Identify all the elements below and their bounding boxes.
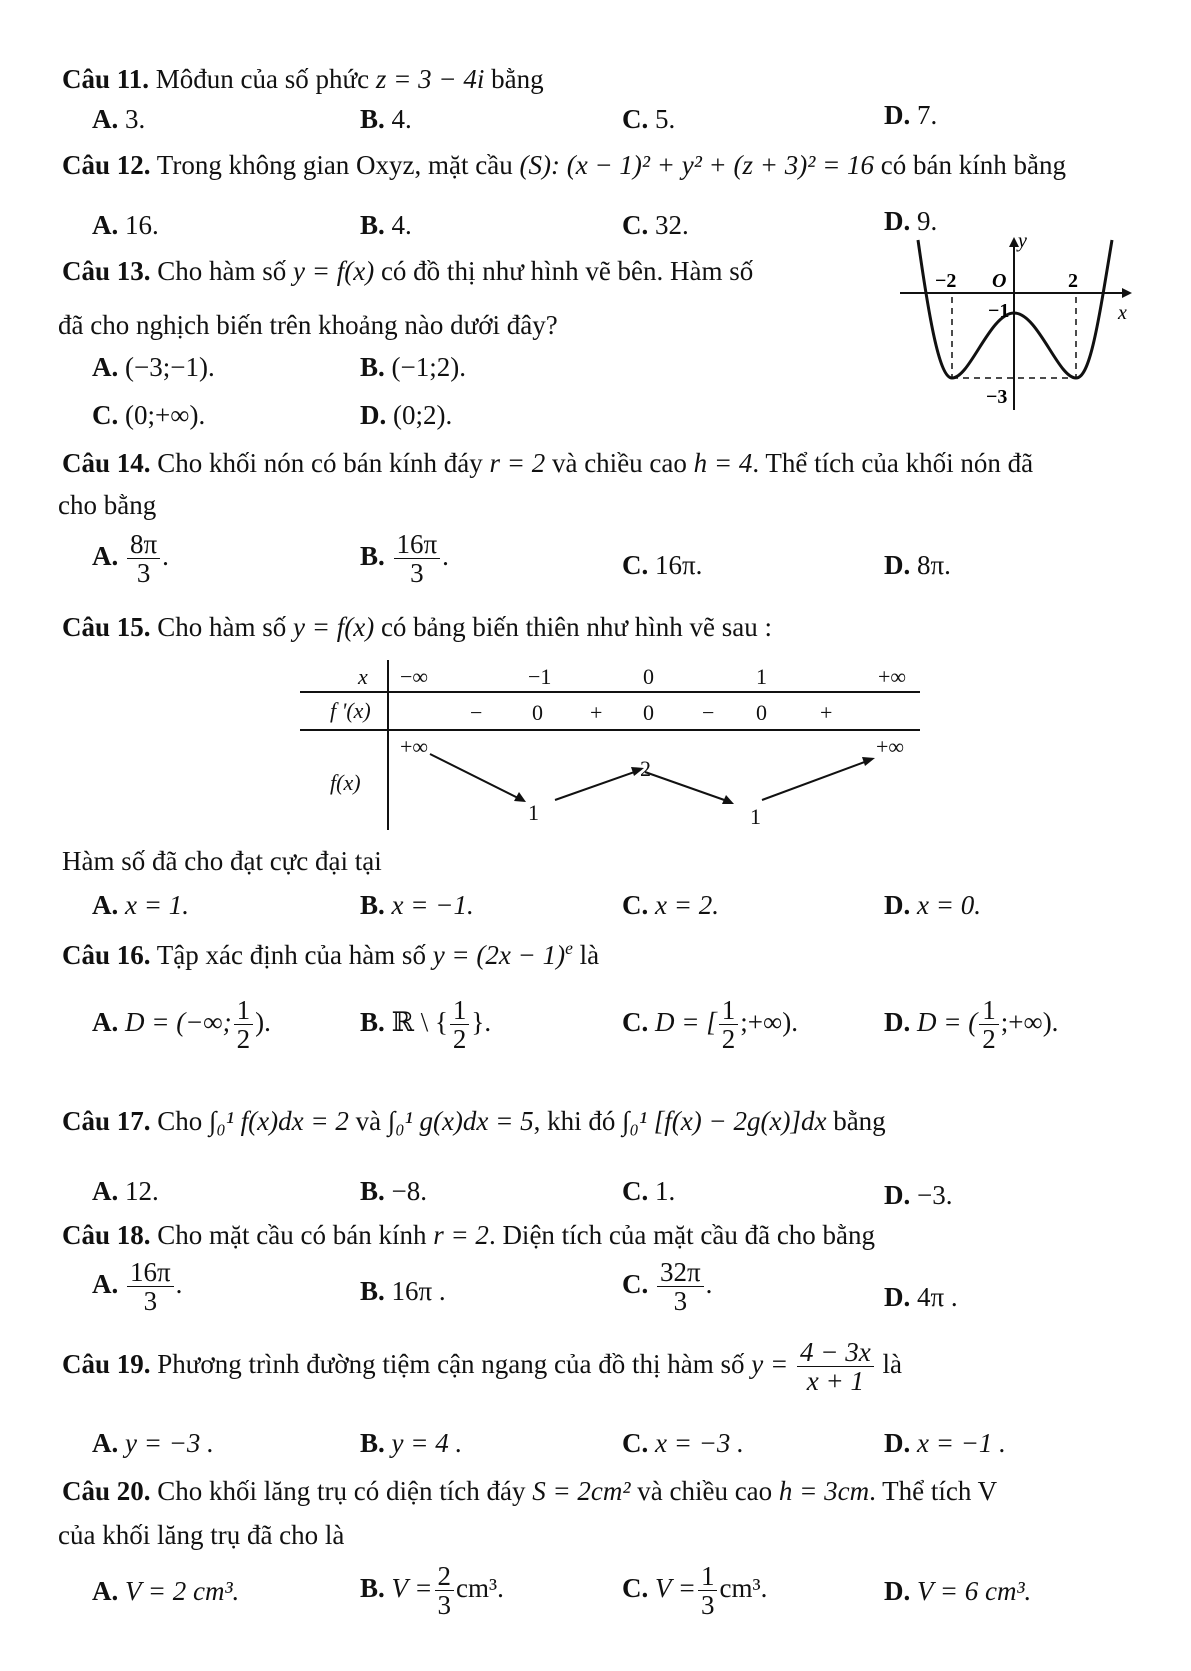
denominator: 3: [673, 1286, 688, 1317]
q13-option-c[interactable]: [92, 400, 205, 431]
q15-option-b[interactable]: [360, 890, 474, 921]
q11-text: Môđun của số phức: [155, 64, 370, 94]
q18-text-2: . Diện tích của mặt cầu đã cho bằng: [488, 1220, 876, 1250]
option-value: (0;+∞).: [125, 400, 206, 430]
q11-tail: bằng: [491, 64, 544, 94]
q11-option-b[interactable]: [360, 104, 412, 135]
option-key: B.: [360, 1428, 385, 1458]
q18-r: r = 2: [433, 1220, 489, 1250]
option-value: −8.: [391, 1176, 427, 1206]
f-value: 1: [750, 804, 761, 829]
denominator: 2: [452, 1024, 467, 1055]
f-value: 1: [528, 800, 539, 825]
sign-cell: −: [470, 700, 483, 725]
option-value: 4.: [391, 104, 412, 134]
numerator: 16π: [127, 1258, 174, 1287]
option-expr: D = [: [655, 1007, 717, 1038]
x-axis-label: x: [1118, 302, 1127, 324]
numerator: 8π: [127, 530, 160, 559]
q14-label: Câu 14.: [62, 448, 151, 478]
option-key: A.: [92, 541, 119, 572]
option-value: 5.: [655, 104, 676, 134]
option-value: 8π.: [917, 550, 951, 580]
arrow-up-2-icon: [862, 757, 875, 766]
option-key: D.: [884, 1007, 911, 1038]
option-key: C.: [92, 400, 119, 430]
q19-option-d[interactable]: [884, 1428, 1006, 1459]
q15-label: Câu 15.: [62, 612, 151, 642]
f-value: 2: [640, 756, 651, 781]
q13-label: Câu 13.: [62, 256, 151, 286]
option-key: C.: [622, 550, 649, 580]
q11-option-d[interactable]: [884, 100, 937, 131]
f-value: +∞: [876, 734, 905, 759]
x-value: 0: [643, 664, 654, 689]
q11-expr: z = 3 − 4i: [375, 64, 485, 94]
q13-stem: [62, 256, 753, 287]
q17-integral-3: ∫₀¹ [f(x) − 2g(x)]dx: [622, 1106, 827, 1136]
option-key: A.: [92, 1176, 119, 1206]
q18-stem: [62, 1220, 875, 1251]
option-key: A.: [92, 104, 119, 134]
option-key: C.: [622, 890, 649, 920]
q17-tail: bằng: [833, 1106, 886, 1136]
q20-h: h = 3cm: [778, 1476, 870, 1506]
option-expr: ;+∞).: [1000, 1007, 1059, 1038]
option-key: A.: [92, 890, 119, 920]
option-key: A.: [92, 1576, 119, 1606]
option-key: B.: [360, 1573, 385, 1604]
q19-stem: [62, 1338, 902, 1396]
q16-text: Tập xác định của hàm số: [156, 940, 426, 970]
q18-option-a[interactable]: A. $\frac{16\pi}{3}$ .: [92, 1257, 183, 1317]
q11-option-c[interactable]: [622, 104, 675, 135]
sign-cell: 0: [532, 700, 543, 725]
option-key: D.: [884, 1576, 911, 1606]
option-value: 3.: [125, 104, 146, 134]
numerator: 32π: [657, 1258, 704, 1287]
numerator: 16π: [394, 530, 441, 559]
q19-option-a[interactable]: [92, 1428, 214, 1459]
q16-tail: là: [579, 940, 600, 970]
option-value: V = 2 cm³.: [125, 1576, 240, 1606]
x-row-label: x: [358, 664, 368, 689]
option-key: A.: [92, 1007, 119, 1038]
denominator: 3: [143, 1286, 158, 1317]
q16-exponent: e: [565, 938, 573, 958]
option-value: 4π .: [917, 1282, 958, 1312]
option-key: D.: [884, 890, 911, 920]
option-key: D.: [884, 1282, 911, 1312]
option-value: 16π.: [655, 550, 703, 580]
q17-text: Cho: [157, 1106, 203, 1136]
f-value: +∞: [400, 734, 429, 759]
fraction: [698, 1562, 718, 1620]
sign-cell: +: [590, 700, 603, 725]
denominator: 2: [982, 1024, 996, 1055]
q14-option-d[interactable]: [884, 550, 951, 581]
option-expr: D = (−∞;: [125, 1007, 232, 1038]
q16-option-a[interactable]: [92, 996, 271, 1054]
denominator: 3: [437, 1590, 451, 1621]
option-expr: cm³.: [719, 1573, 768, 1604]
option-key: D.: [884, 206, 911, 236]
option-value: 7.: [917, 100, 938, 130]
fraction: [979, 996, 999, 1054]
option-key: D.: [884, 100, 911, 130]
option-expr: cm³.: [456, 1573, 504, 1604]
y-axis-label: y: [1018, 235, 1027, 252]
q16-stem: [62, 938, 599, 971]
q19-text: Phương trình đường tiệm cận ngang của đồ thị hàm số: [157, 1349, 745, 1380]
q13-stem-line-2: đã cho nghịch biến trên khoảng nào dưới đây?: [58, 310, 558, 340]
fraction: [657, 1258, 704, 1316]
fraction: [127, 1258, 174, 1316]
fraction: [234, 996, 254, 1054]
x-value: −1: [528, 664, 552, 689]
q12-stem: [62, 150, 1066, 181]
fraction: [719, 996, 739, 1054]
option-value: x = −1 .: [917, 1428, 1006, 1458]
q19-lhs: y =: [751, 1349, 789, 1380]
q20-text-3: . Thể tích V: [869, 1476, 998, 1506]
q17-label: Câu 17.: [62, 1106, 151, 1136]
fraction: [450, 996, 470, 1054]
numerator: 1: [719, 996, 739, 1025]
q16-option-d[interactable]: [884, 996, 1058, 1054]
q12-label: Câu 12.: [62, 150, 151, 180]
q19-option-b[interactable]: [360, 1428, 462, 1459]
q12-expr: (S): (x − 1)² + y² + (z + 3)² = 16: [519, 150, 875, 180]
option-key: C.: [622, 1007, 649, 1038]
q17-text-2: , khi đó: [533, 1106, 616, 1136]
variation-table-lines: [300, 660, 920, 830]
numerator: 1: [234, 996, 254, 1025]
denominator: 3: [410, 558, 424, 589]
q14-text: Cho khối nón có bán kính đáy: [157, 448, 483, 478]
option-key: B.: [360, 1276, 385, 1306]
option-expr: D = (: [917, 1007, 978, 1038]
option-key: C.: [622, 1428, 649, 1458]
option-key: D.: [884, 550, 911, 580]
numerator: 1: [979, 996, 999, 1025]
denominator: x + 1: [806, 1366, 864, 1397]
q16-label: Câu 16.: [62, 940, 151, 970]
tick-neg3: −3: [986, 386, 1008, 408]
tick-neg2: −2: [935, 270, 957, 292]
q13-expr: y = f(x): [293, 256, 375, 286]
q16-expr: y = (2x − 1): [432, 940, 566, 970]
q17-and: và: [355, 1106, 382, 1136]
option-key: A.: [92, 210, 119, 240]
q19-tail: là: [882, 1349, 902, 1380]
q12-option-c[interactable]: [622, 210, 689, 241]
q18-label: Câu 18.: [62, 1220, 151, 1250]
option-key: A.: [92, 1269, 119, 1300]
sign-cell: 0: [756, 700, 767, 725]
sign-cell: +: [820, 700, 833, 725]
option-key: C.: [622, 1176, 649, 1206]
q15-text: Cho hàm số: [157, 612, 287, 642]
numerator: 2: [435, 1562, 455, 1591]
option-key: B.: [360, 352, 385, 382]
option-value: y = −3 .: [125, 1428, 214, 1458]
q12-option-a[interactable]: [92, 210, 159, 241]
numerator: 1: [450, 996, 470, 1025]
option-key: C.: [622, 210, 649, 240]
q11-option-a[interactable]: [92, 104, 145, 135]
option-value: 32.: [655, 210, 689, 240]
option-expr: }.: [471, 1007, 492, 1038]
option-key: C.: [622, 104, 649, 134]
option-key: D.: [884, 1180, 911, 1210]
denominator: 3: [136, 558, 151, 589]
q14-h: h = 4: [693, 448, 753, 478]
q13-text-2: có đồ thị như hình vẽ bên. Hàm số: [380, 256, 754, 286]
arrow-up-2: [762, 760, 870, 800]
function-row-label: f(x): [330, 770, 361, 795]
q17-integral-1: ∫₀¹ f(x)dx = 2: [209, 1106, 349, 1136]
option-key: D.: [884, 1428, 911, 1458]
q20-option-c[interactable]: [622, 1562, 767, 1620]
q20-stem-line-2: của khối lăng trụ đã cho là: [58, 1520, 345, 1550]
q20-stem: [62, 1476, 997, 1507]
q18-option-b[interactable]: [360, 1276, 446, 1307]
q15-option-c[interactable]: [622, 890, 719, 921]
q14-text-3: . Thể tích của khối nón đã: [752, 448, 1034, 478]
fraction: [127, 530, 160, 588]
option-key: D.: [360, 400, 387, 430]
fraction: [435, 1562, 455, 1620]
q15-option-a[interactable]: [92, 890, 189, 921]
x-value: −∞: [400, 664, 429, 689]
fraction: [394, 530, 441, 588]
q14-option-c[interactable]: [622, 550, 702, 581]
q20-option-b[interactable]: [360, 1562, 504, 1620]
q17-option-c[interactable]: [622, 1176, 675, 1207]
option-key: C.: [622, 1573, 649, 1604]
option-key: C.: [622, 1269, 649, 1300]
numerator: 4 − 3x: [797, 1338, 874, 1367]
q18-option-c[interactable]: C. $\frac{32\pi}{3}$ .: [622, 1257, 713, 1317]
q17-option-a[interactable]: [92, 1176, 159, 1207]
q16-option-c[interactable]: [622, 996, 798, 1054]
option-key: A.: [92, 352, 119, 382]
q16-option-b[interactable]: [360, 996, 491, 1054]
option-value: x = −1.: [391, 890, 474, 920]
q18-option-d[interactable]: [884, 1282, 958, 1313]
option-key: A.: [92, 1428, 119, 1458]
arrow-up-1: [555, 770, 640, 800]
option-value: (0;2).: [393, 400, 453, 430]
option-value: x = 0.: [917, 890, 981, 920]
sign-cell: −: [702, 700, 715, 725]
tick-2: 2: [1068, 270, 1078, 292]
q12-option-d[interactable]: [884, 206, 937, 237]
derivative-row-label: f '(x): [330, 698, 371, 723]
arrow-down-2: [645, 772, 730, 802]
q20-text-2: và chiều cao: [637, 1476, 773, 1506]
q17-stem: [62, 1106, 886, 1137]
q13-option-d[interactable]: [360, 400, 452, 431]
option-key: B.: [360, 1007, 385, 1038]
option-expr: V =: [391, 1573, 433, 1604]
q14-option-b[interactable]: B. $\frac{16\pi}{3}$ .: [360, 529, 449, 589]
denominator: 3: [700, 1590, 715, 1621]
option-key: B.: [360, 210, 385, 240]
option-expr: ;+∞).: [740, 1007, 798, 1038]
option-value: 9.: [917, 206, 938, 236]
x-value: 1: [756, 664, 767, 689]
q13-option-a[interactable]: [92, 352, 215, 383]
q20-text: Cho khối lăng trụ có diện tích đáy: [157, 1476, 526, 1506]
q17-option-b[interactable]: [360, 1176, 427, 1207]
option-key: B.: [360, 104, 385, 134]
q14-r: r = 2: [489, 448, 546, 478]
q18-text: Cho mặt cầu có bán kính: [157, 1220, 427, 1250]
option-expr: ℝ \ {: [391, 1007, 448, 1038]
option-value: x = 2.: [655, 890, 719, 920]
option-value: 1.: [655, 1176, 676, 1206]
option-expr: V =: [655, 1573, 696, 1604]
q11-stem: [62, 64, 544, 95]
tick-neg1: −1: [988, 300, 1010, 322]
q14-text-2: và chiều cao: [551, 448, 687, 478]
option-value: y = 4 .: [391, 1428, 463, 1458]
option-value: V = 6 cm³.: [917, 1576, 1032, 1606]
variation-table: [300, 660, 920, 830]
q13-text: Cho hàm số: [157, 256, 287, 286]
option-key: B.: [360, 541, 385, 572]
option-value: x = 1.: [125, 890, 189, 920]
option-value: −3.: [917, 1180, 953, 1210]
sign-cell: 0: [643, 700, 654, 725]
arrow-down-1: [430, 754, 522, 800]
q15-option-d[interactable]: [884, 890, 981, 921]
q13-option-b[interactable]: [360, 352, 466, 383]
option-value: 16π .: [391, 1276, 446, 1306]
q20-option-d[interactable]: [884, 1576, 1031, 1607]
q14-option-a[interactable]: A. $\frac{8\pi}{3}$ .: [92, 529, 169, 589]
q19-option-c[interactable]: [622, 1428, 744, 1459]
option-value: 12.: [125, 1176, 159, 1206]
option-value: x = −3 .: [655, 1428, 744, 1458]
q15-expr: y = f(x): [293, 612, 375, 642]
x-axis-arrow-icon: [1122, 288, 1132, 298]
option-value: (−1;2).: [391, 352, 466, 382]
q14-stem: [62, 448, 1033, 479]
q15-stem: [62, 612, 772, 643]
option-expr: ).: [255, 1007, 271, 1038]
option-value: 4.: [391, 210, 412, 240]
q17-integral-2: ∫₀¹ g(x)dx = 5: [387, 1106, 534, 1136]
q11-label: Câu 11.: [62, 64, 150, 94]
q14-stem-line-2: cho bằng: [58, 490, 157, 520]
option-key: B.: [360, 890, 385, 920]
q13-graph: [900, 235, 1140, 415]
numerator: 1: [698, 1562, 718, 1591]
q12-tail: có bán kính bằng: [880, 150, 1066, 180]
q12-option-b[interactable]: [360, 210, 412, 241]
q20-option-a[interactable]: [92, 1576, 239, 1607]
q15-text-2: có bảng biến thiên như hình vẽ sau :: [380, 612, 773, 642]
denominator: 2: [236, 1024, 251, 1055]
q20-S: S = 2cm²: [532, 1476, 631, 1506]
q12-text: Trong không gian Oxyz, mặt cầu: [156, 150, 513, 180]
option-value: (−3;−1).: [125, 352, 215, 382]
x-value: +∞: [878, 664, 907, 689]
q20-label: Câu 20.: [62, 1476, 151, 1506]
denominator: 2: [721, 1024, 736, 1055]
option-value: 16.: [125, 210, 159, 240]
option-key: B.: [360, 1176, 385, 1206]
origin-label: O: [992, 270, 1007, 292]
q19-fraction: [797, 1338, 874, 1396]
q15-question: Hàm số đã cho đạt cực đại tại: [62, 846, 382, 876]
q17-option-d[interactable]: [884, 1180, 952, 1211]
q19-label: Câu 19.: [62, 1349, 151, 1380]
